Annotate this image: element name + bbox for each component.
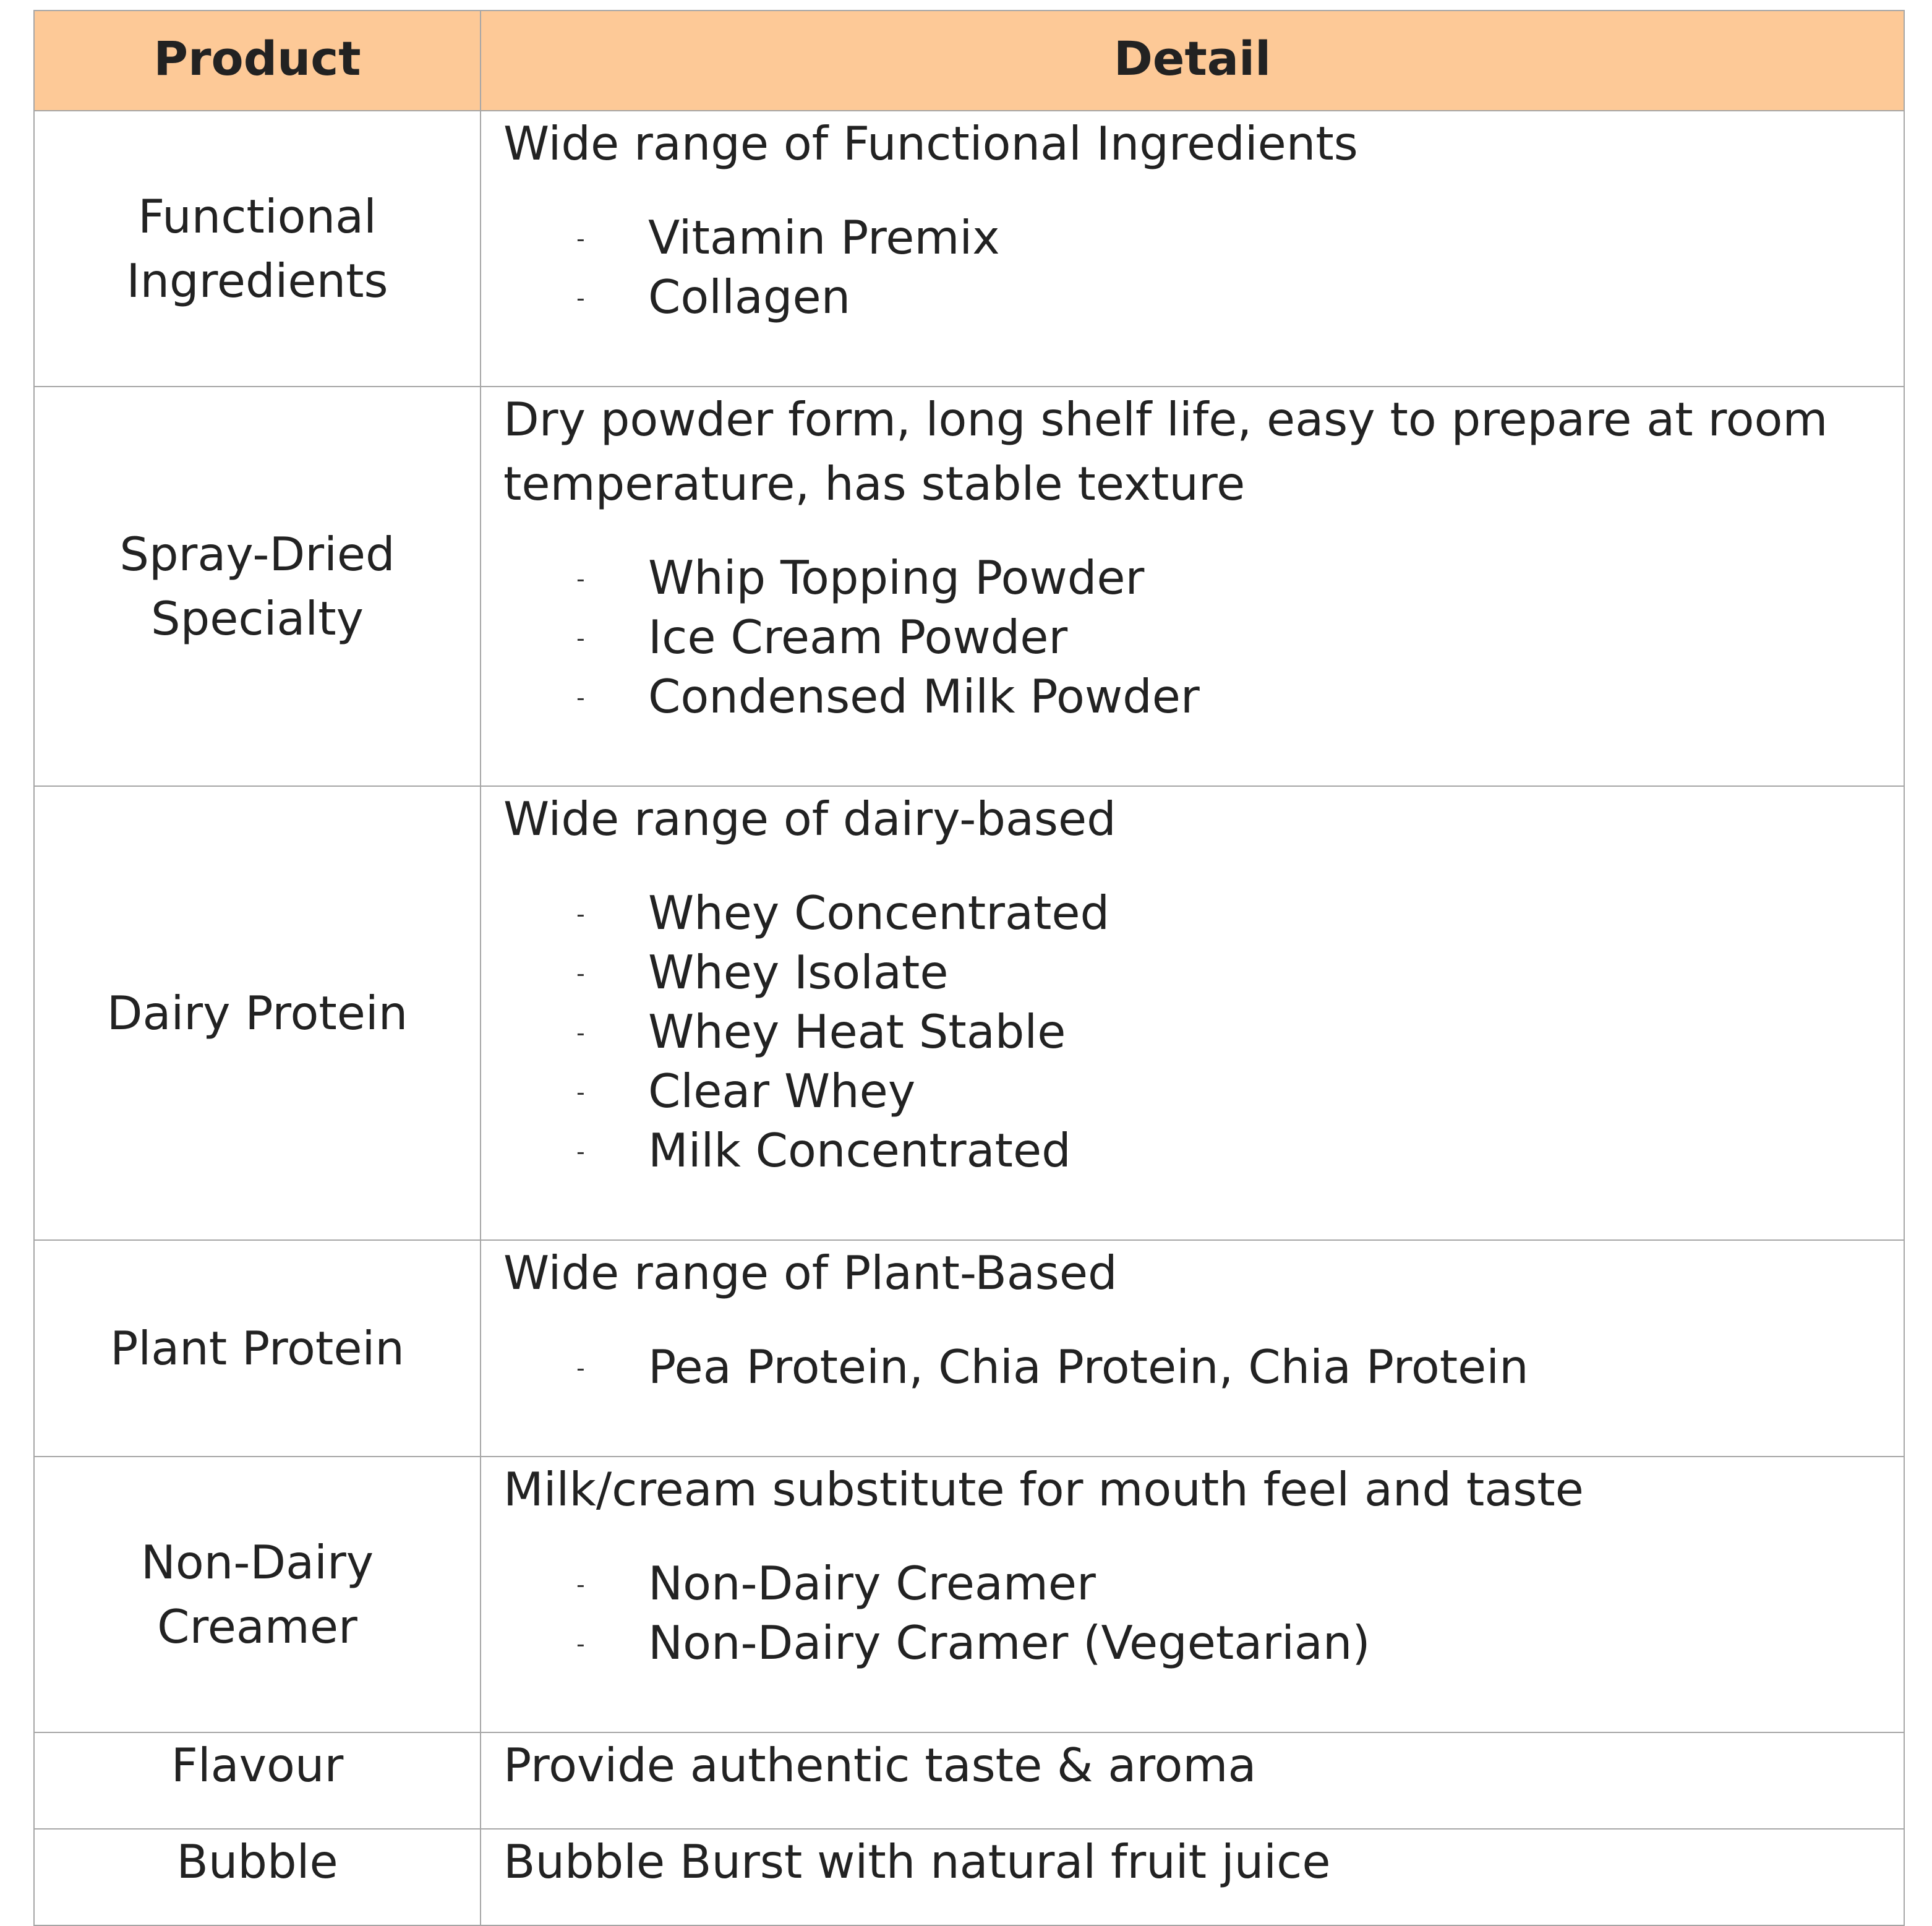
header-product: Product	[34, 11, 481, 111]
product-name: Flavour	[171, 1738, 344, 1792]
table-row	[34, 1457, 1904, 1732]
list-item-text: Milk Concentrated	[648, 1123, 1071, 1178]
bullet-dash: -	[576, 901, 585, 928]
list-item-text: Condensed Milk Powder	[648, 669, 1200, 724]
list-item-text: Non-Dairy Creamer	[648, 1556, 1096, 1611]
list-item-text: Non-Dairy Cramer (Vegetarian)	[648, 1616, 1370, 1670]
list-item	[503, 1554, 1891, 1613]
product-name: Dairy Protein	[106, 986, 408, 1040]
detail-cell	[481, 111, 1904, 387]
detail-list	[503, 883, 1891, 1180]
product-name: Plant Protein	[110, 1321, 404, 1376]
detail-description: Milk/cream substitute for mouth feel and taste	[503, 1462, 1584, 1517]
list-item	[503, 208, 1891, 267]
bullet-dash: -	[576, 1355, 585, 1382]
product-name: Spray-Dried	[119, 527, 395, 581]
detail-description: Wide range of dairy-based	[503, 792, 1116, 846]
table-row	[34, 1240, 1904, 1457]
product-cell	[34, 1457, 481, 1732]
list-item-text: Clear Whey	[648, 1064, 916, 1118]
bullet-dash: -	[576, 1079, 585, 1106]
table-row	[34, 1829, 1904, 1925]
list-item-text: Pea Protein, Chia Protein, Chia Protein	[648, 1340, 1529, 1394]
bullet-dash: -	[576, 1138, 585, 1165]
detail-list	[503, 1337, 1891, 1397]
list-item-text: Whey Heat Stable	[648, 1004, 1066, 1059]
list-item	[503, 548, 1891, 607]
product-name: Creamer	[157, 1599, 357, 1654]
product-name: Ingredients	[126, 254, 388, 308]
list-item	[503, 883, 1891, 943]
list-item-text: Whip Topping Powder	[648, 550, 1145, 605]
list-item	[503, 267, 1891, 327]
bullet-dash: -	[576, 1019, 585, 1046]
bullet-dash: -	[576, 565, 585, 593]
list-item	[503, 667, 1891, 726]
detail-cell	[481, 1240, 1904, 1457]
list-item-text: Vitamin Premix	[648, 210, 1000, 265]
detail-list	[503, 548, 1891, 726]
table-header-row	[34, 11, 1904, 111]
list-item	[503, 1337, 1891, 1397]
product-cell	[34, 387, 481, 786]
bullet-dash: -	[576, 625, 585, 652]
product-cell	[34, 1829, 481, 1925]
detail-cell	[481, 1829, 1904, 1925]
product-table	[33, 10, 1905, 1926]
list-item-text: Ice Cream Powder	[648, 610, 1068, 664]
list-item	[503, 1002, 1891, 1061]
product-cell	[34, 111, 481, 387]
product-name: Specialty	[150, 591, 364, 646]
list-item-text: Whey Isolate	[648, 945, 949, 999]
list-item-text: Whey Concentrated	[648, 886, 1110, 940]
detail-description: Bubble Burst with natural fruit juice	[503, 1834, 1331, 1889]
detail-cell	[481, 387, 1904, 786]
detail-description: Wide range of Functional Ingredients	[503, 116, 1358, 171]
product-cell	[34, 786, 481, 1240]
detail-cell	[481, 1457, 1904, 1732]
list-item-text: Collagen	[648, 270, 851, 324]
detail-list	[503, 208, 1891, 327]
product-cell	[34, 1732, 481, 1829]
list-item	[503, 607, 1891, 667]
detail-list	[503, 1554, 1891, 1672]
product-name: Bubble	[176, 1834, 338, 1889]
bullet-dash: -	[576, 960, 585, 987]
table-row	[34, 111, 1904, 387]
detail-description: Wide range of Plant-Based	[503, 1246, 1118, 1300]
detail-description: Dry powder form, long shelf life, easy to prepare at room temperature, has stable texture	[503, 392, 1828, 511]
bullet-dash: -	[576, 1571, 585, 1598]
bullet-dash: -	[576, 225, 585, 252]
bullet-dash: -	[576, 1630, 585, 1658]
product-name: Non-Dairy	[140, 1535, 374, 1590]
list-item	[503, 1613, 1891, 1672]
header-detail: Detail	[481, 11, 1904, 111]
detail-cell	[481, 786, 1904, 1240]
table-row	[34, 387, 1904, 786]
list-item	[503, 1121, 1891, 1180]
table-row	[34, 786, 1904, 1240]
list-item	[503, 1061, 1891, 1121]
product-cell	[34, 1240, 481, 1457]
list-item	[503, 943, 1891, 1002]
table-row	[34, 1732, 1904, 1829]
detail-description: Provide authentic taste & aroma	[503, 1738, 1257, 1792]
product-name: Functional	[138, 189, 377, 244]
bullet-dash: -	[576, 285, 585, 312]
detail-cell	[481, 1732, 1904, 1829]
bullet-dash: -	[576, 684, 585, 711]
